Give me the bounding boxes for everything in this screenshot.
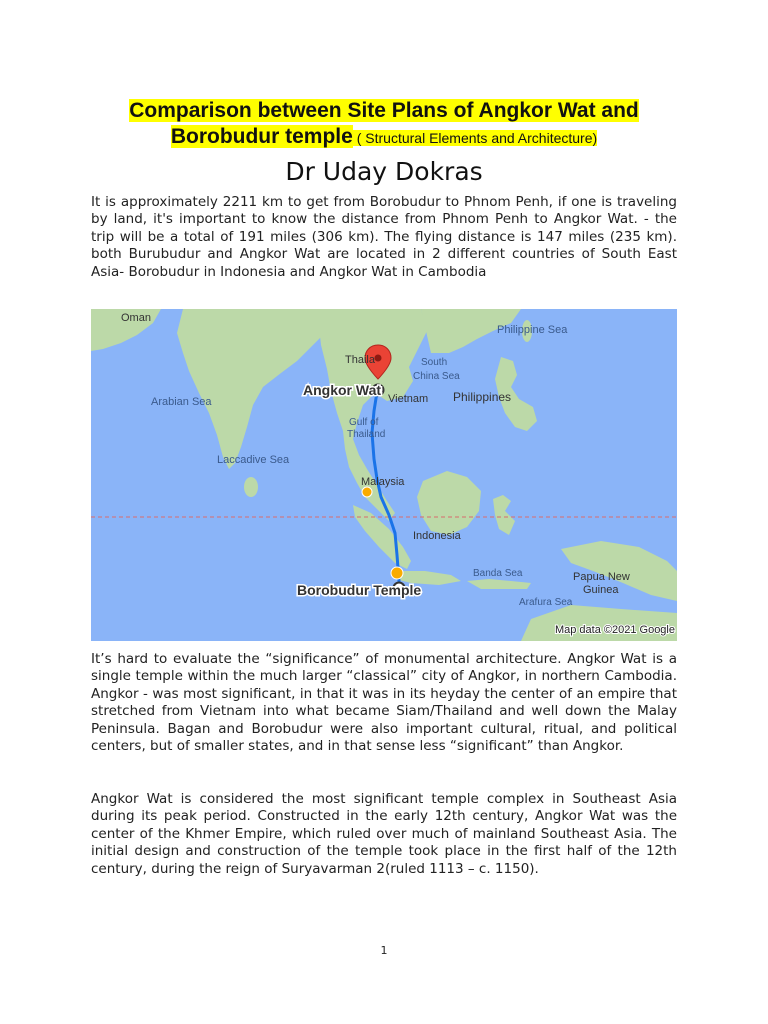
document-title — [80, 98, 688, 151]
author-name: Dr Uday Dokras — [285, 157, 483, 186]
map-label-philippines: Philippines — [453, 390, 512, 404]
map-label-laccadive-sea: Laccadive Sea — [217, 454, 290, 466]
map-label-philippine-sea: Philippine Sea — [497, 324, 568, 336]
page-number: 1 — [380, 944, 388, 957]
title-line-1: Comparison between Site Plans of Angkor Wat and — [129, 99, 639, 122]
map-label-oman: Oman — [121, 312, 151, 324]
title-subtitle: ( Structural Elements and Architecture) — [352, 130, 598, 146]
map-label-borobudur: Borobudur Temple — [297, 582, 422, 598]
map-pin-borobudur — [391, 567, 403, 579]
title-line-2: Borobudur temple — [170, 125, 353, 148]
paragraph-1: It is approximately 2211 km to get from Borobudur to Phnom Penh, if one is traveling by land, it's important to know the distance from Phnom Penh to Angkor Wat. - the trip will be a total of 191 miles (306 km). The flying distance is 147 miles (235 km). both Burubudur and Angkor Wat are located in 2 different countries of South East Asia- Borobudur in Indonesia and Angkor Wat in Cambodia — [91, 194, 677, 280]
paragraph-3: Angkor Wat is considered the most significant temple complex in Southeast Asia during its peak period. Constructed in the early 12th century, Angkor Wat was the center of the Khmer Empire, which ruled over much of mainland Southeast Asia. The initial design and construction of the temple took place in the first half of the 12th century, during the reign of Suryavarman 2(ruled 1113 – c. 1150). — [91, 791, 677, 877]
map-label-papua-2: Guinea — [583, 584, 619, 596]
map-label-arafura-sea: Arafura Sea — [519, 597, 573, 608]
map-destination-marker-dot — [375, 355, 382, 362]
map-label-arabian-sea: Arabian Sea — [151, 396, 212, 408]
map-label-malaysia: Malaysia — [361, 476, 405, 488]
map-label-vietnam: Vietnam — [388, 393, 429, 405]
map-label-angkor-wat: Angkor Wat — [303, 382, 382, 398]
route-map — [91, 309, 677, 641]
paragraph-2: It’s hard to evaluate the “significance” of monumental architecture. Angkor Wat is a single temple within the much larger “classical” city of Angkor, in northern Cambodia. Angkor - was most significant, in that it was in its heyday the center of an empire that stretched from Vietnam into what became Siam/Thailand and well down the Malay Peninsula. Bagan and Borobudur were also important cultural, ritual, and political centers, but of smaller states, and in that sense less “significant” than Angkor. — [91, 651, 677, 755]
map-label-south-china-2: China Sea — [413, 371, 460, 382]
map-label-gulf-1: Gulf of — [349, 417, 379, 428]
map-label-indonesia: Indonesia — [413, 530, 461, 542]
map-label-gulf-2: Thailand — [347, 429, 386, 440]
map-land-srilanka — [244, 477, 258, 497]
map-label-papua-1: Papua New — [573, 571, 630, 583]
map-label-south-china-1: South — [421, 357, 448, 368]
map-attribution: Map data ©2021 Google — [554, 624, 675, 636]
map-label-banda-sea: Banda Sea — [473, 568, 523, 579]
map-pin-malaysia — [362, 487, 372, 497]
map-label-thailand: Thaila — [345, 354, 375, 366]
